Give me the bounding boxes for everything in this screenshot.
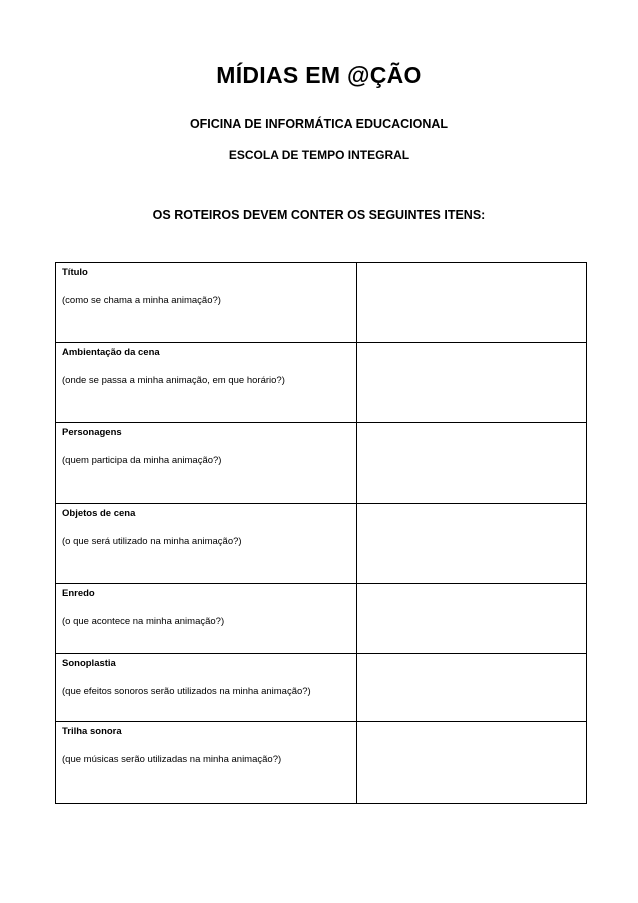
item-label-cell [56,584,357,654]
table-row [56,584,587,654]
table-row [56,504,587,584]
item-answer-cell[interactable] [357,263,587,343]
item-question: (que efeitos sonoros serão utilizados na minha animação?) [62,686,311,697]
table-row [56,722,587,804]
item-label-cell [56,654,357,722]
item-question: (como se chama a minha animação?) [62,295,221,306]
item-answer-cell[interactable] [357,654,587,722]
table-row [56,654,587,722]
item-question: (quem participa da minha animação?) [62,455,222,466]
item-label-cell [56,722,357,804]
item-answer-cell[interactable] [357,504,587,584]
item-label-cell [56,423,357,504]
item-name: Personagens [62,427,122,438]
item-name: Sonoplastia [62,658,116,669]
document-title: MÍDIAS EM @ÇÃO [216,62,422,88]
table-row [56,423,587,504]
item-name: Ambientação da cena [62,347,160,358]
table-row [56,343,587,423]
item-question: (que músicas serão utilizadas na minha animação?) [62,754,282,765]
item-label-cell [56,504,357,584]
school-subtitle: ESCOLA DE TEMPO INTEGRAL [228,148,410,162]
item-label-cell [56,343,357,423]
item-name: Título [62,267,88,278]
workshop-subtitle: OFICINA DE INFORMÁTICA EDUCACIONAL [189,117,449,131]
item-question: (o que será utilizado na minha animação?) [62,536,242,547]
instructions-heading: OS ROTEIROS DEVEM CONTER OS SEGUINTES ITENS: [152,208,486,222]
item-question: (onde se passa a minha animação, em que horário?) [62,375,285,386]
script-items-table [55,262,587,804]
item-answer-cell[interactable] [357,722,587,804]
table-row [56,263,587,343]
item-answer-cell[interactable] [357,343,587,423]
item-label-cell [56,263,357,343]
item-name: Enredo [62,588,95,599]
item-name: Objetos de cena [62,508,136,519]
item-answer-cell[interactable] [357,423,587,504]
item-name: Trilha sonora [62,726,122,737]
item-question: (o que acontece na minha animação?) [62,616,225,627]
item-answer-cell[interactable] [357,584,587,654]
